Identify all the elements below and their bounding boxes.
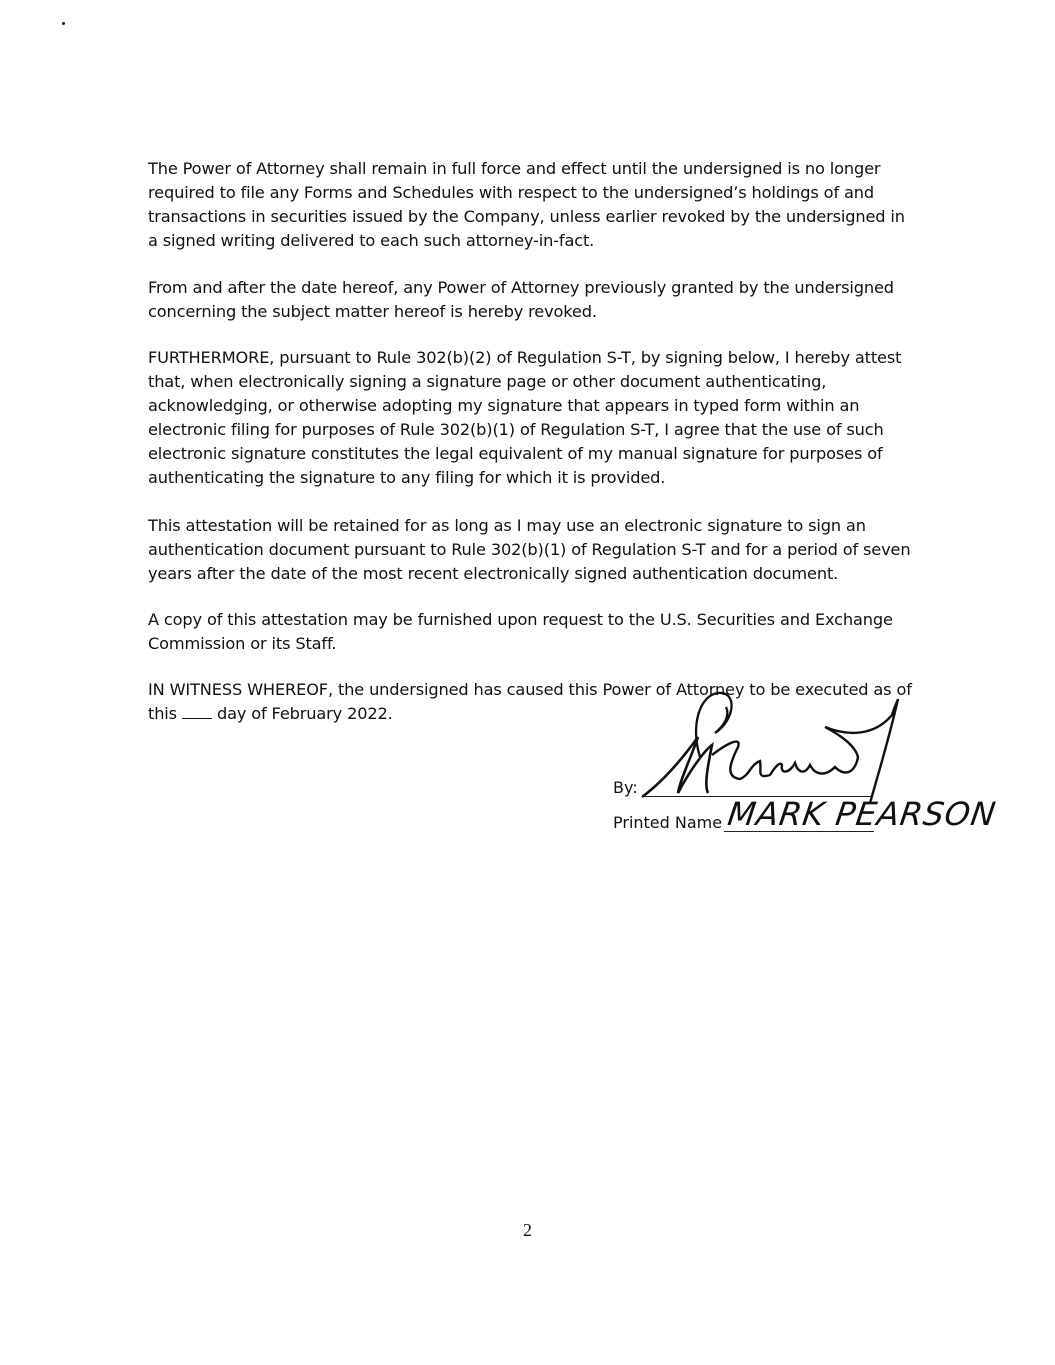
printed-name-value: MARK PEARSON	[725, 795, 999, 833]
paragraph-revocation: From and after the date hereof, any Power of Attorney previously granted by the undersigned concerning the subject matter hereof is hereby revoked.	[148, 278, 894, 321]
witness-date: day of February 2022.	[216, 704, 393, 723]
witness-this: this	[148, 704, 177, 723]
paragraph-furthermore: FURTHERMORE, pursuant to Rule 302(b)(2) of Regulation S-T, by signing below, I hereby attest that, when electronically signing a signature page or other document authenticating, acknowledging, or otherwise adopting my signature that appears in typed form within an electronic filing for purposes of Rule 302(b)(1) of Regulation S-T, I agree that the use of such electronic signature constitutes the legal equivalent of my manual signature for purposes of authenticating the signature to any filing for which it is provided.	[148, 348, 902, 487]
page-number: 2	[523, 1220, 532, 1240]
paragraph-duration: The Power of Attorney shall remain in full force and effect until the undersigned is no longer required to file any Forms and Schedules with respect to the undersigned’s holdings of and transactions in securities issued by the Company, unless earlier revoked by the undersigned in a signed writing delivered to each such attorney-in-fact.	[148, 159, 905, 250]
scan-speck	[62, 22, 65, 25]
paragraph-retention: This attestation will be retained for as long as I may use an electronic signature to sign an authentication document pursuant to Rule 302(b)(1) of Regulation S-T and for a period of seven years after the date of the most recent electronically signed authentication document.	[148, 516, 911, 583]
by-label: By:	[613, 778, 638, 797]
printed-name-label: Printed Name	[613, 813, 723, 832]
witness-line1: IN WITNESS WHEREOF, the undersigned has caused this Power of Attorney to be executed as of	[148, 680, 912, 699]
paragraph-copy: A copy of this attestation may be furnished upon request to the U.S. Securities and Exchange Commission or its Staff.	[148, 610, 893, 653]
day-blank	[182, 704, 212, 719]
